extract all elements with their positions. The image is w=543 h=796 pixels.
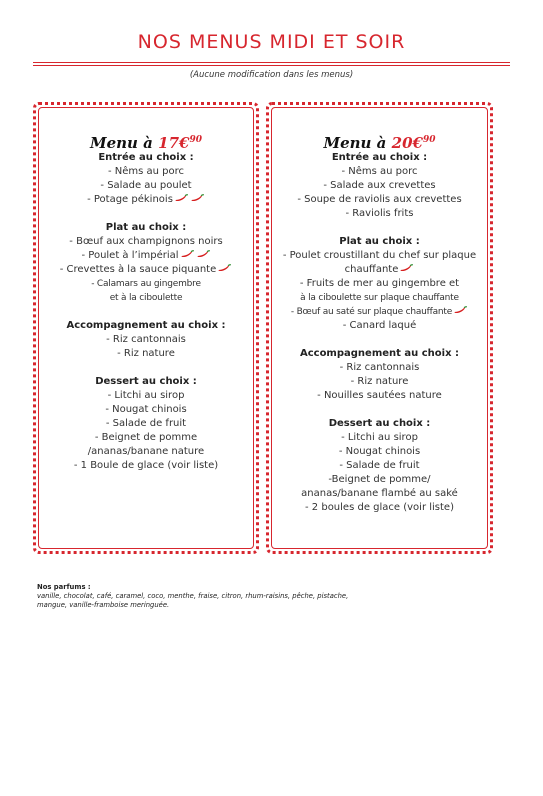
menu-item-text: et à la ciboulette xyxy=(109,293,183,303)
menu-item-text: chauffante xyxy=(344,264,399,275)
menu-item xyxy=(36,179,256,193)
menu-card-20 xyxy=(266,102,493,554)
menu-item xyxy=(269,319,490,333)
chili-pepper-icon xyxy=(196,249,211,259)
menu-item xyxy=(36,277,256,291)
menu-item xyxy=(36,403,256,417)
menu-item-text: - Canard laqué xyxy=(342,320,417,331)
menu-item-text: - Potage pékinois xyxy=(87,194,173,205)
section-heading xyxy=(269,347,490,361)
menu-item-text: -Beignet de pomme/ xyxy=(328,474,431,485)
menu-item-text: - Riz nature xyxy=(350,376,409,387)
menu-price: 17€ xyxy=(158,134,190,152)
menu-item xyxy=(36,347,256,361)
section-heading-text: Dessert au choix : xyxy=(328,418,431,429)
menu-item xyxy=(269,487,490,501)
menu-item-text: - Poulet à l’impérial xyxy=(81,250,179,261)
menu-item xyxy=(36,389,256,403)
menu-item-text: ananas/banane flambé au saké xyxy=(301,488,458,499)
section-heading-text: Dessert au choix : xyxy=(95,376,197,387)
menu-item-text: - Litchi au sirop xyxy=(107,390,185,401)
menu-item xyxy=(269,263,490,277)
menu-label: Menu à xyxy=(323,134,387,152)
subtitle: (Aucune modification dans les menus) xyxy=(189,70,354,80)
chili-pepper-icon xyxy=(190,193,205,203)
menu-item-text: - Nouilles sautées nature xyxy=(317,390,442,401)
spacer xyxy=(36,305,256,319)
menu-item xyxy=(269,249,490,263)
notes-line: mangue, vanille-framboise meringuée. xyxy=(37,601,170,609)
menu-title xyxy=(36,129,256,151)
menu-content xyxy=(269,129,490,515)
menu-item-text: - 1 Boule de glace (voir liste) xyxy=(73,460,219,471)
menu-item-text: - Salade au poulet xyxy=(100,180,192,191)
menu-item xyxy=(36,235,256,249)
menu-item xyxy=(269,291,490,305)
chili-pepper-icon xyxy=(399,263,414,273)
menu-item xyxy=(269,207,490,221)
section-heading xyxy=(36,221,256,235)
menu-item-text: à la ciboulette sur plaque chauffante xyxy=(300,293,459,303)
menu-item-text: - Nougat chinois xyxy=(105,404,187,415)
menu-item xyxy=(36,333,256,347)
menu-item xyxy=(36,249,256,263)
page-title: NOS MENUS MIDI ET SOIR xyxy=(137,31,406,53)
menu-item xyxy=(36,263,256,277)
section-heading-text: Accompagnement au choix : xyxy=(299,348,460,359)
menu-item xyxy=(36,417,256,431)
menu-item-text: - Riz cantonnais xyxy=(106,334,186,345)
chili-pepper-icon xyxy=(217,263,232,273)
menu-price: 20€ xyxy=(391,134,423,152)
title-rule-top xyxy=(33,62,510,63)
section-heading-text: Plat au choix : xyxy=(339,236,420,247)
menu-item-text: - Salade de fruit xyxy=(339,460,420,471)
menu-item-text: - Fruits de mer au gingembre et xyxy=(299,278,460,289)
menu-item-text: - Bœuf aux champignons noirs xyxy=(69,236,223,247)
section-heading-text: Entrée au choix : xyxy=(331,152,428,163)
menu-item xyxy=(269,165,490,179)
menu-item-text: - Riz nature xyxy=(117,348,175,359)
spacer xyxy=(36,207,256,221)
menu-content xyxy=(36,129,256,473)
menu-item-text: - Calamars au gingembre xyxy=(91,279,201,289)
title-rule-bottom xyxy=(33,65,510,66)
menu-item-text: - Salade aux crevettes xyxy=(323,180,436,191)
menu-item-text: - Crevettes à la sauce piquante xyxy=(59,264,217,275)
menu-item xyxy=(36,459,256,473)
menu-item xyxy=(269,305,490,319)
notes-heading: Nos parfums : xyxy=(37,583,91,591)
spacer xyxy=(36,361,256,375)
section-heading xyxy=(269,151,490,165)
menu-card-17 xyxy=(33,102,259,554)
section-heading xyxy=(36,375,256,389)
menu-item-text: - Salade de fruit xyxy=(105,418,187,429)
menu-item xyxy=(269,193,490,207)
menu-label: Menu à xyxy=(90,134,153,152)
chili-pepper-icon xyxy=(180,249,195,259)
spacer xyxy=(269,403,490,417)
chili-pepper-icon xyxy=(174,193,189,203)
menu-item-text: - Nêms au porc xyxy=(341,166,418,177)
menu-item-text: - Poulet croustillant du chef sur plaque xyxy=(282,250,477,261)
notes-line: vanille, chocolat, café, caramel, coco, menthe, fraise, citron, rhum-raisins, pêche, pistache, xyxy=(37,592,349,600)
menu-item-text: - Nougat chinois xyxy=(338,446,421,457)
menu-price-cents: 90 xyxy=(422,135,436,145)
menu-item xyxy=(269,375,490,389)
section-heading xyxy=(269,417,490,431)
menu-item xyxy=(36,193,256,207)
menu-item xyxy=(36,165,256,179)
menu-item xyxy=(269,459,490,473)
menu-item xyxy=(269,473,490,487)
menu-item-text: /ananas/banane nature xyxy=(87,446,205,457)
menu-item xyxy=(269,501,490,515)
menu-item xyxy=(269,277,490,291)
section-heading-text: Accompagnement au choix : xyxy=(66,320,226,331)
menu-item xyxy=(269,179,490,193)
section-heading xyxy=(36,151,256,165)
section-heading xyxy=(36,319,256,333)
menu-item xyxy=(36,291,256,305)
menu-price-cents: 90 xyxy=(189,135,202,145)
menu-item-text: - Nêms au porc xyxy=(107,166,185,177)
menu-item xyxy=(36,431,256,445)
chili-pepper-icon xyxy=(453,305,468,315)
section-heading-text: Plat au choix : xyxy=(105,222,187,233)
section-heading-text: Entrée au choix : xyxy=(98,152,194,163)
menu-item-text: - Raviolis frits xyxy=(345,208,414,219)
menu-item xyxy=(269,445,490,459)
menu-item xyxy=(269,389,490,403)
flavours-notes xyxy=(37,583,348,610)
menu-item-text: - Bœuf au saté sur plaque chauffante xyxy=(290,307,453,317)
menu-item-text: - 2 boules de glace (voir liste) xyxy=(305,502,454,513)
section-heading xyxy=(269,235,490,249)
menu-item xyxy=(269,361,490,375)
menu-item xyxy=(36,445,256,459)
menu-item xyxy=(269,431,490,445)
spacer xyxy=(269,333,490,347)
menu-item-text: - Litchi au sirop xyxy=(341,432,418,443)
menu-title xyxy=(269,129,490,151)
menu-item-text: - Soupe de raviolis aux crevettes xyxy=(297,194,462,205)
menu-item-text: - Beignet de pomme xyxy=(94,432,198,443)
spacer xyxy=(269,221,490,235)
menu-item-text: - Riz cantonnais xyxy=(339,362,420,373)
